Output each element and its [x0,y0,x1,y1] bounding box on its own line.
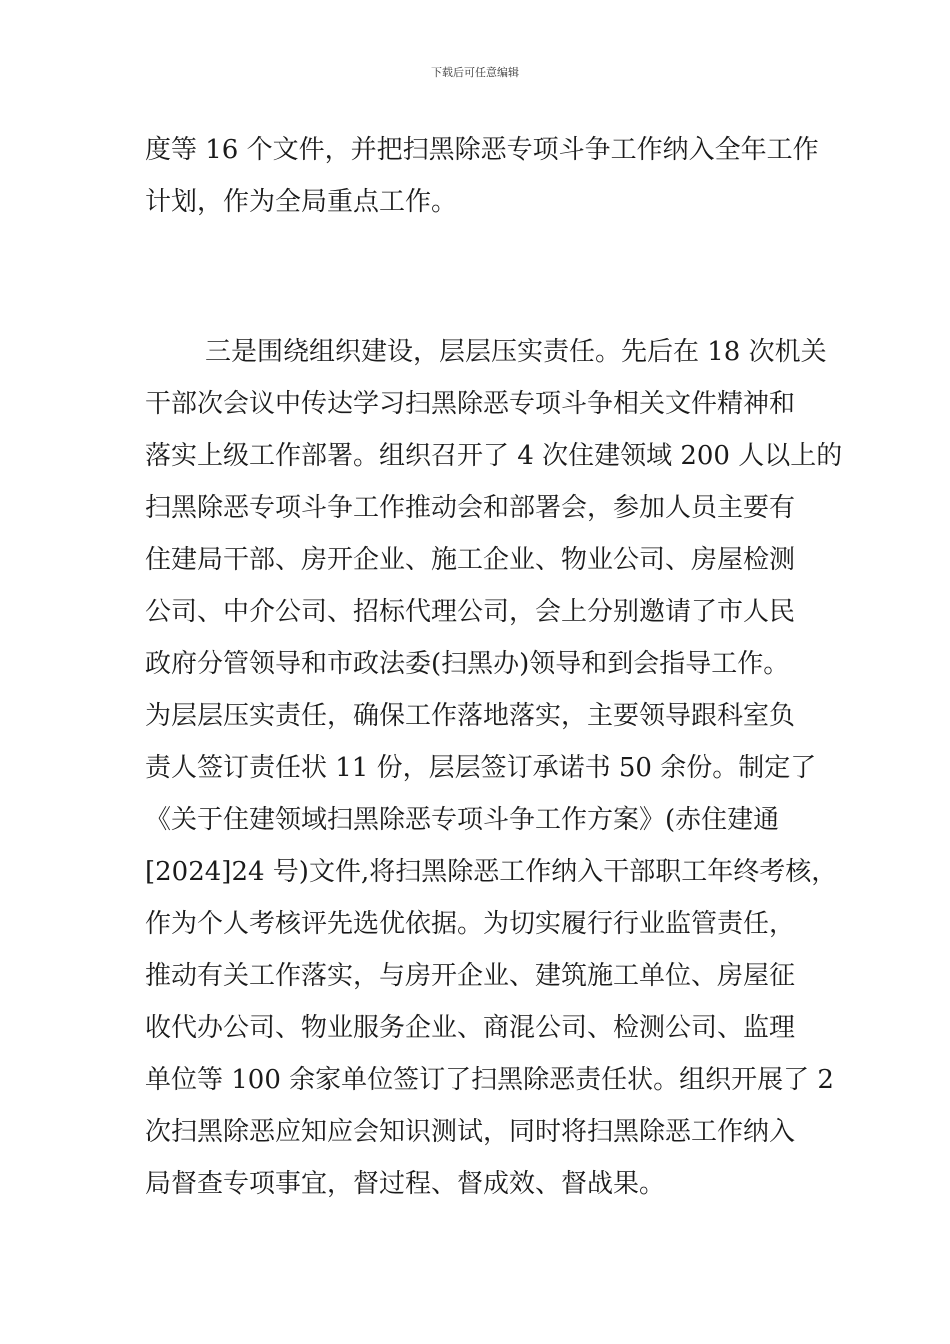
text-line: 单位等 100 余家单位签订了扫黑除恶责任状。组织开展了 2 [145,1065,834,1095]
text-line: 扫黑除恶专项斗争工作推动会和部署会，参加人员主要有 [145,493,796,523]
text-line: 公司、中介公司、招标代理公司，会上分别邀请了市人民 [145,597,796,627]
text-line: 局督查专项事宜，督过程、督成效、督战果。 [145,1169,666,1199]
paragraph-continuation [145,124,819,228]
text-line-first: 三是围绕组织建设，层层压实责任。先后在 18 次机关 [205,337,827,367]
page-header: 下载后可任意编辑 [431,66,519,79]
text-line: 收代办公司、物业服务企业、商混公司、检测公司、监理 [145,1013,796,1043]
text-line: 次扫黑除恶应知应会知识测试，同时将扫黑除恶工作纳入 [145,1117,796,1147]
text-line: 责人签订责任状 11 份，层层签订承诺书 50 余份。制定了 [145,753,817,783]
text-line: 度等 16 个文件，并把扫黑除恶专项斗争工作纳入全年工作 [145,135,819,165]
text-line: 政府分管领导和市政法委(扫黑办)领导和到会指导工作。 [145,649,790,679]
text-line: 计划，作为全局重点工作。 [145,187,458,217]
paragraph-organization-building [145,326,843,1210]
text-line: 作为个人考核评先选优依据。为切实履行行业监管责任， [145,909,796,939]
text-line: 住建局干部、房开企业、施工企业、物业公司、房屋检测 [145,545,796,575]
text-line: 《关于住建领域扫黑除恶专项斗争工作方案》(赤住建通 [145,805,780,835]
text-line: [2024]24 号)文件,将扫黑除恶工作纳入干部职工年终考核， [145,857,838,887]
text-line: 落实上级工作部署。组织召开了 4 次住建领域 200 人以上的 [145,441,843,471]
text-line: 干部次会议中传达学习扫黑除恶专项斗争相关文件精神和 [145,389,796,419]
text-line: 为层层压实责任，确保工作落地落实，主要领导跟科室负 [145,701,796,731]
text-line: 推动有关工作落实，与房开企业、建筑施工单位、房屋征 [145,961,796,991]
